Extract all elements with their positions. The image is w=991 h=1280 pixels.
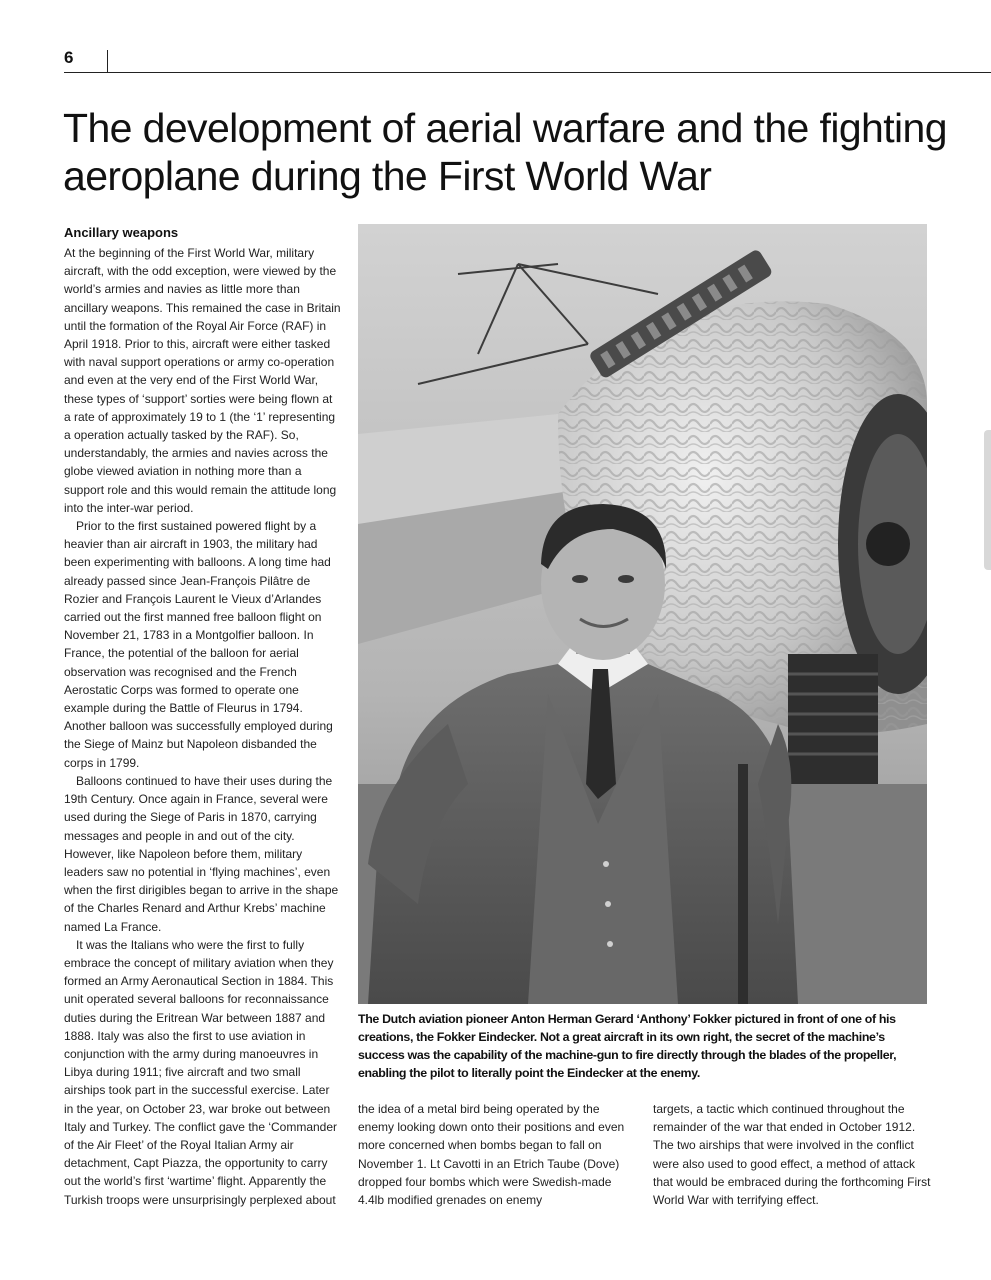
- paragraph: targets, a tactic which continued throughout the remainder of the war that ended in October 1912. The two airships that were involved in the conflict were also used to good effect, a method of attack that would be embraced during the forthcoming First World War with terrifying effect.: [653, 1102, 931, 1208]
- fokker-photo: [358, 224, 927, 1004]
- paragraph: the idea of a metal bird being operated by the enemy looking down onto their positions and even more concerned when bombs began to fall on November 1. Lt Cavotti in an Etrich Taube (Dove) dropped four bombs which were Swedish-made 4.4lb modified grenades on enemy: [358, 1102, 625, 1208]
- photo-caption: The Dutch aviation pioneer Anton Herman Gerard ‘Anthony’ Fokker pictured in front of one of his creations, the Fokker Eindecker. Not a great aircraft in its own right, the secret of the machine’s success was the capability of the machine-gun to fire directly through the blades of the propeller, enabling the pilot to literally point the Eindecker at the enemy.: [358, 1012, 897, 1080]
- paragraph: At the beginning of the First World War, military aircraft, with the odd exception, were viewed by the world’s armies and navies as little more than ancillary weapons. This remained the case in Britain until the formation of the Royal Air Force (RAF) in April 1918. Prior to this, aircraft were either tasked with naval support operations or army co-operation and even at the very end of the First World War, these types of ‘support’ sorties were being flown at a rate of approximately 19 to 1 (the ‘1’ representing a operation actually tasked by the RAF). So, understandably, the armies and navies across the globe viewed aviation in nothing more than a support role and this would remain the attitude long into the inter-war period.: [64, 246, 341, 515]
- paragraph: Prior to the first sustained powered flight by a heavier than air aircraft in 1903, the military had been experimenting with balloons. A long time had already passed since Jean-François Pilâtre de Rozier and François Laurent le Vieux d’Arlandes carried out the first manned free balloon flight on November 21, 1783 in a Montgolfier balloon. In France, the potential of the balloon for aerial observation was recognised and the French Aerostatic Corps was formed to operate one example during the Battle of Fleurus in 1794. Another balloon was successfully employed during the Siege of Mainz but Napoleon disbanded the corps in 1799.: [64, 519, 333, 770]
- paragraph: Balloons continued to have their uses during the 19th Century. Once again in France, several were used during the Siege of Paris in 1870, carrying messages and people in and out of the city. However, like Napoleon before them, military leaders saw no potential in ‘flying machines’, even when the first dirigibles began to arrive in the shape of the Charles Renard and Arthur Krebs’ machine named La France.: [64, 773, 339, 934]
- section-subheading: Ancillary weapons: [64, 225, 179, 240]
- page-edge-tab: [984, 430, 991, 570]
- page-title: The development of aerial warfare and the fighting aeroplane during the First World War: [63, 105, 947, 199]
- paragraph: It was the Italians who were the first to fully embrace the concept of military aviation when they formed an Army Aeronautical Section in 1884. This unit operated several balloons for reconnaissance duties during the Eritrean War between 1887 and 1888. Italy was also the first to use aviation in conjunction with the army during manoeuvres in Libya during 1911; five aircraft and two small airships took part in the successful exercise. Later in the year, on October 23, war broke out between Italy and Turkey. The conflict gave the ‘Commander of the Air Fleet’ of the Royal Italian Army air detachment, Capt Piazza, the opportunity to carry out the world’s first ‘wartime’ flight. Apparently the Turkish troops were unsurprisingly perplexed about: [64, 937, 338, 1207]
- article-column-middle: [358, 1100, 638, 1209]
- article-column-right: [653, 1100, 933, 1209]
- page-number: 6: [64, 48, 74, 67]
- header-divider-vertical: [107, 50, 108, 72]
- header-rule: [64, 72, 991, 73]
- article-column-left: [64, 223, 342, 1209]
